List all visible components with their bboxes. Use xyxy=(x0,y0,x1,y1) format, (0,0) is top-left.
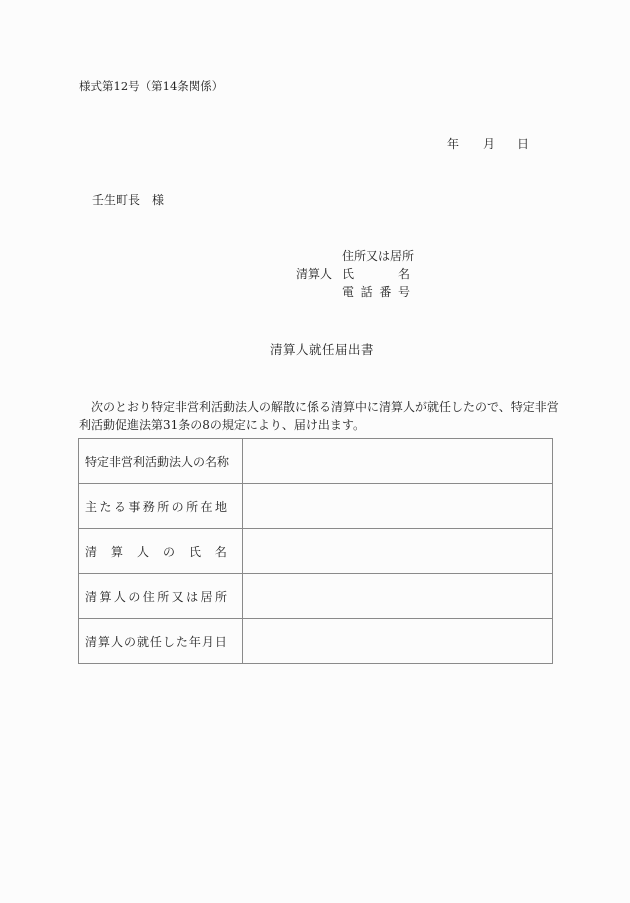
body-text: 次のとおり特定非営利活動法人の解散に係る清算中に清算人が就任したので、特定非営利活動促進法第31条の8の規定により、届け出ます。 xyxy=(79,400,559,432)
label-char: 就 xyxy=(136,634,149,649)
label-char: 名 xyxy=(214,544,227,559)
label-char: の xyxy=(171,499,184,514)
addressee-honorific: 様 xyxy=(152,193,165,207)
label-char: 務 xyxy=(142,499,155,514)
row-value-liquidator-name[interactable] xyxy=(243,529,553,574)
label-text: 特定非営利活動法人の名称 xyxy=(85,454,230,469)
row-label-main-office-address xyxy=(79,484,243,529)
label-char: 居 xyxy=(200,589,213,604)
body-paragraph xyxy=(79,398,559,434)
row-label-appointment-date xyxy=(79,619,243,664)
applicant-role-label: 清算人 xyxy=(296,267,333,281)
row-label-liquidator-address xyxy=(79,574,243,619)
label-char: 任 xyxy=(149,634,162,649)
label-char: 人 xyxy=(113,589,126,604)
label-char: 氏 xyxy=(188,544,201,559)
label-char: 年 xyxy=(188,634,201,649)
label-char: 算 xyxy=(99,589,112,604)
applicant-phone-label xyxy=(342,286,410,298)
label-char: は xyxy=(186,589,199,604)
row-value-liquidator-address[interactable] xyxy=(243,574,553,619)
label-char: 主 xyxy=(85,499,98,514)
document-title: 清算人就任届出書 xyxy=(270,342,375,357)
label-char: 算 xyxy=(97,634,110,649)
form-number: 様式第12号（第14条関係） xyxy=(79,79,224,93)
label-char: た xyxy=(175,634,188,649)
row-value-corporation-name[interactable] xyxy=(243,439,553,484)
label-char: た xyxy=(99,499,112,514)
row-label-corporation-name xyxy=(79,439,243,484)
date-day-label: 日 xyxy=(517,137,530,151)
date-year-label: 年 xyxy=(447,137,460,151)
label-char: 日 xyxy=(214,634,227,649)
label-char: 又 xyxy=(171,589,184,604)
label-char: 住 xyxy=(142,589,155,604)
label-char: し xyxy=(162,634,175,649)
label-char: 所 xyxy=(157,589,170,604)
label-char: 所 xyxy=(186,499,199,514)
label-char: 所 xyxy=(214,589,227,604)
applicant-name-label xyxy=(342,268,410,280)
label-char: 所 xyxy=(157,499,170,514)
row-label-liquidator-name xyxy=(79,529,243,574)
label-char: 人 xyxy=(110,634,123,649)
row-value-main-office-address[interactable] xyxy=(243,484,553,529)
phone-label-char: 号 xyxy=(397,285,410,299)
label-char: 月 xyxy=(201,634,214,649)
label-char: 在 xyxy=(200,499,213,514)
label-char: 地 xyxy=(214,499,227,514)
table-row xyxy=(79,529,553,574)
phone-label-char: 電 xyxy=(342,285,355,299)
label-char: 清 xyxy=(85,544,98,559)
table-row xyxy=(79,619,553,664)
label-char: の xyxy=(128,589,141,604)
date-month-label: 月 xyxy=(483,137,496,151)
addressee xyxy=(92,194,164,206)
addressee-name: 壬生町長 xyxy=(92,193,141,207)
label-char: の xyxy=(162,544,175,559)
information-table xyxy=(78,438,553,664)
label-char: る xyxy=(113,499,126,514)
name-label-char: 氏 xyxy=(342,267,355,281)
row-value-appointment-date[interactable] xyxy=(243,619,553,664)
label-char: の xyxy=(123,634,136,649)
table-row xyxy=(79,484,553,529)
table-row xyxy=(79,439,553,484)
name-label-char: 名 xyxy=(397,267,410,281)
label-char: 算 xyxy=(110,544,123,559)
applicant-address-label: 住所又は居所 xyxy=(342,249,415,263)
table-row xyxy=(79,574,553,619)
label-char: 人 xyxy=(136,544,149,559)
label-char: 清 xyxy=(85,634,98,649)
phone-label-char: 話 xyxy=(360,285,373,299)
label-char: 清 xyxy=(85,589,98,604)
label-char: 事 xyxy=(128,499,141,514)
phone-label-char: 番 xyxy=(379,285,392,299)
